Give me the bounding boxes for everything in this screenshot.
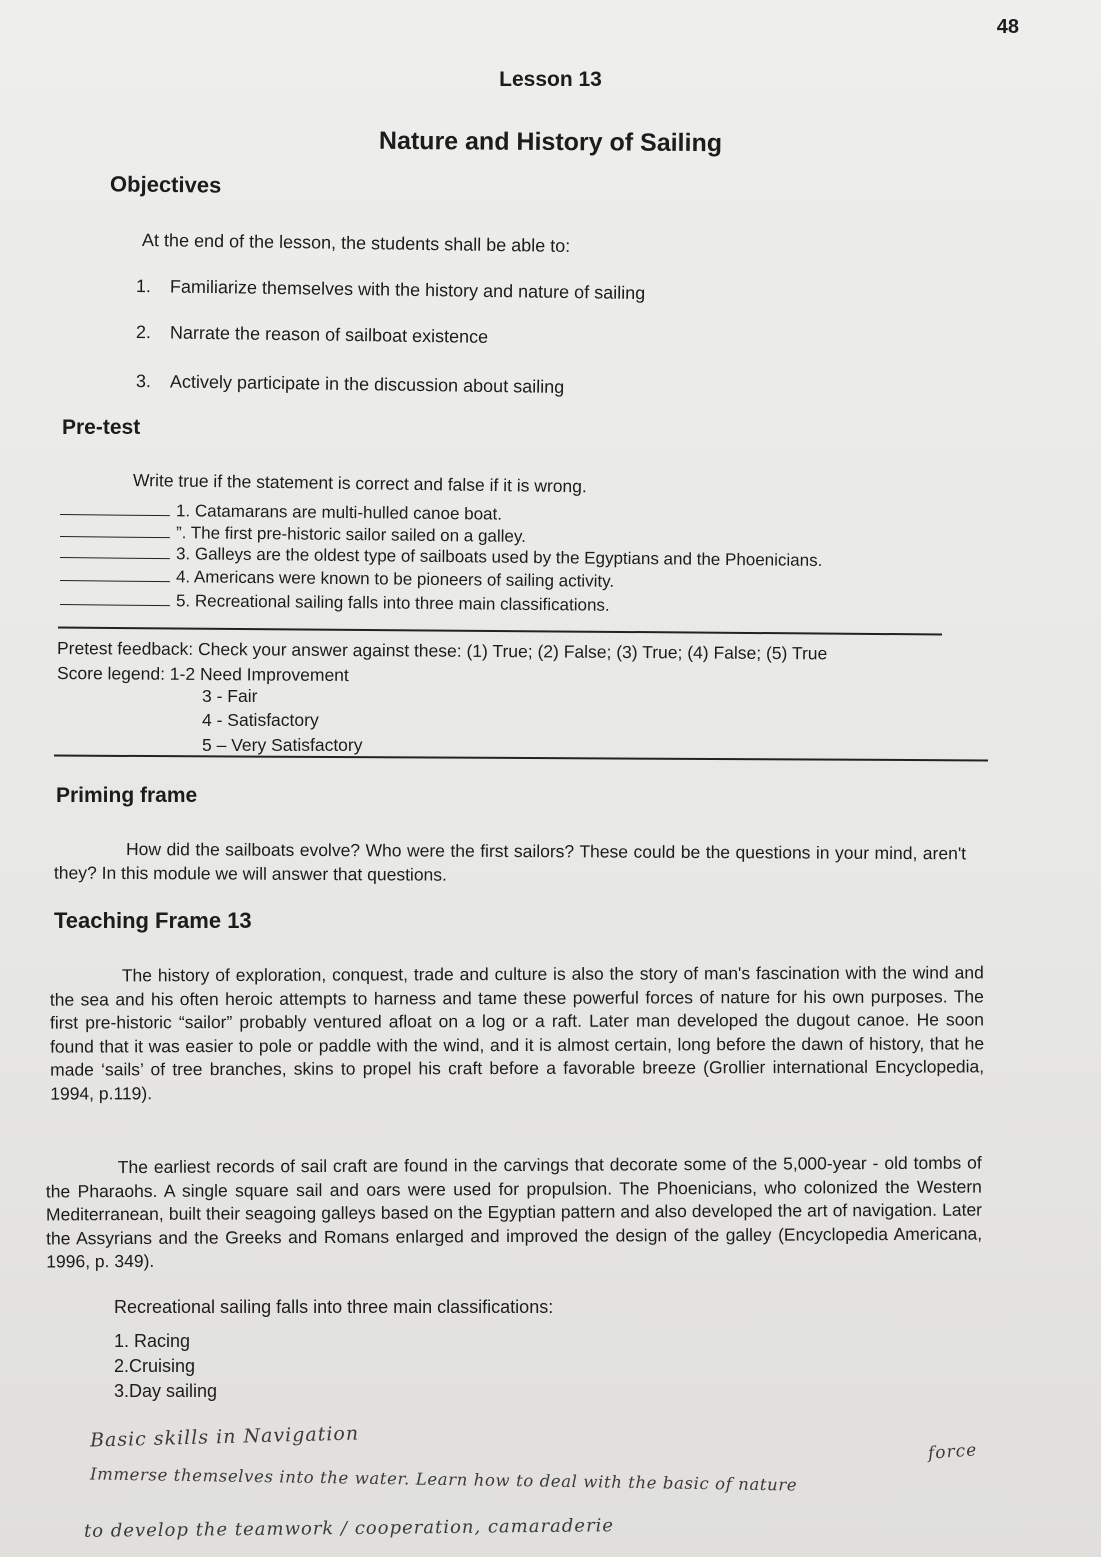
lesson-title: Nature and History of Sailing bbox=[378, 126, 723, 158]
answer-blank bbox=[60, 543, 170, 559]
teaching-paragraph-1 bbox=[50, 961, 984, 1105]
pretest-item bbox=[60, 590, 610, 616]
objective-number: 1. bbox=[135, 276, 152, 297]
handwritten-note-line-2: Immerse themselves into the water. Learn how to deal with the basic of nature bbox=[89, 1464, 798, 1495]
objectives-intro: At the end of the lesson, the students shall be able to: bbox=[141, 230, 571, 256]
handwritten-insert: force bbox=[927, 1440, 978, 1464]
pretest-item-text: 5. Recreational sailing falls into three main classifications. bbox=[175, 591, 610, 615]
pretest-item bbox=[60, 500, 502, 525]
pretest-item-text: 4. Americans were known to be pioneers of sailing activity. bbox=[175, 567, 615, 591]
classification-item: 1. Racing bbox=[114, 1331, 191, 1351]
pretest-item-text: 1. Catamarans are multi-hulled canoe boat. bbox=[175, 501, 503, 524]
objective-number: 2. bbox=[135, 322, 152, 343]
pretest-item bbox=[60, 566, 614, 592]
priming-text: How did the sailboats evolve? Who were the first sailors? These could be the questions in your mind, aren't they? In this module we will answer that questions. bbox=[53, 838, 967, 885]
pretest-item-text: ”. The first pre-historic sailor sailed on a galley. bbox=[175, 523, 526, 546]
objective-text: Actively participate in the discussion about sailing bbox=[169, 371, 565, 397]
answer-blank bbox=[60, 590, 170, 606]
objectives-heading: Objectives bbox=[109, 171, 222, 198]
score-legend: Score legend: 1-2 Need Improvement bbox=[56, 663, 349, 686]
handwritten-note-line-1: Basic skills in Navigation bbox=[89, 1422, 360, 1452]
objective-number: 3. bbox=[135, 371, 152, 392]
objective-item bbox=[136, 322, 488, 348]
pretest-feedback: Pretest feedback: Check your answer against these: (1) True; (2) False; (3) True; (4) False; (5) True bbox=[56, 638, 828, 664]
teaching-text-1: The history of exploration, conquest, trade and culture is also the story of man's fascination with the wind and the sea and his often heroic attempts to harness and tame these powerful forces of nature for his own purposes. The first pre-historic “sailor” probably ventured afloat on a log or a raft. Later man developed the dugout canoe. He soon found that it was easier to pole or paddle with the wind, and it is almost certain, long before the dawn of history, that he made ‘sails’ of tree branches, skins to propel his craft before a favorable breeze (Grollier international Encyclopedia, 1994, p.119). bbox=[49, 962, 985, 1104]
pretest-instruction: Write true if the statement is correct and false if it is wrong. bbox=[132, 470, 587, 497]
score-legend-item: 4 - Satisfactory bbox=[202, 710, 319, 730]
answer-blank bbox=[60, 522, 170, 538]
answer-blank bbox=[60, 500, 170, 516]
divider bbox=[54, 755, 988, 762]
classification-item: 3.Day sailing bbox=[114, 1381, 218, 1401]
teaching-text-2: The earliest records of sail craft are found in the carvings that decorate some of the 5,000-year - old tombs of the Pharaohs. A single square sail and oars were used for propulsion. The Phoenicians, who colonized the Western Mediterranean, built their seagoing galleys based on the Egyptian pattern and also developed the art of navigation. Later the Assyrians and the Greeks and Romans enlarged and improved the design of the galley (Encyclopedia Americana, 1996, p. 349). bbox=[45, 1152, 983, 1272]
teaching-heading: Teaching Frame 13 bbox=[54, 908, 252, 933]
pretest-heading: Pre-test bbox=[62, 416, 141, 439]
score-legend-item: 5 – Very Satisfactory bbox=[202, 735, 363, 755]
objective-text: Familiarize themselves with the history and nature of sailing bbox=[169, 276, 646, 304]
objective-text: Narrate the reason of sailboat existence bbox=[169, 322, 489, 347]
priming-paragraph bbox=[54, 838, 966, 890]
score-legend-item: 3 - Fair bbox=[202, 686, 258, 706]
objective-item bbox=[136, 371, 564, 398]
page-number: 48 bbox=[996, 16, 1019, 38]
classifications-intro: Recreational sailing falls into three main classifications: bbox=[114, 1297, 554, 1317]
priming-heading: Priming frame bbox=[56, 784, 198, 807]
objective-item bbox=[136, 276, 645, 304]
classification-item: 2.Cruising bbox=[114, 1356, 196, 1376]
teaching-paragraph-2 bbox=[46, 1152, 983, 1274]
answer-blank bbox=[60, 566, 170, 582]
handwritten-note-line-3: to develop the teamwork / cooperation, camaraderie bbox=[83, 1515, 615, 1542]
lesson-label: Lesson 13 bbox=[499, 68, 602, 91]
divider bbox=[58, 627, 942, 636]
pretest-item-text: 3. Galleys are the oldest type of sailboats used by the Egyptians and the Phoenicians. bbox=[175, 544, 823, 570]
